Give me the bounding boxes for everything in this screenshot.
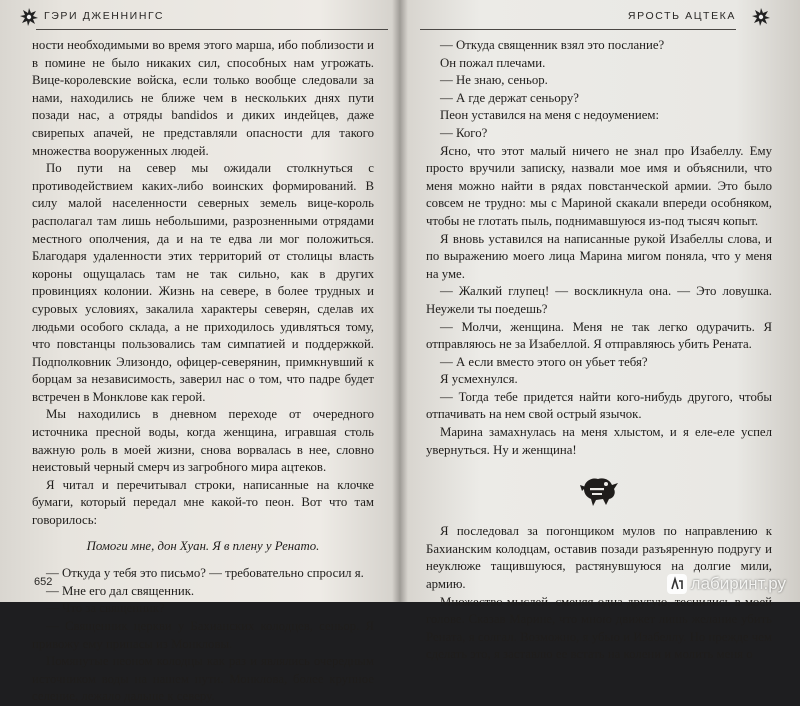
dialogue-line: — Молчи, женщина. Меня не так легко одурачить. Я отправляюсь не за Изабеллой. Я отправляюсь убить Рената. [426,319,772,352]
dialogue-line: — Откуда священник взял это послание? [440,38,665,52]
left-page [0,0,398,704]
watermark [667,574,786,594]
dialogue-line: — Мне его дал священник. [46,583,195,598]
paragraph: Мы находились в дневном переходе от очередного источника пресной воды, когда женщина, игравшая столь важную роль в моей жизни, снова ворвалась в нее, словно неистовый черный смерч из загробного мира ацтеков. [32,407,374,475]
paragraph: Я последовал за погонщиком мулов по направлению к Бахианским колодцам, оставив позади разъяренную подругу и неуклюже тащившуюся, растянувшуюся на долгие мили, армию. [426,524,772,592]
paragraph: Я вновь уставился на написанные рукой Изабеллы слова, и по выражению моего лица Марина мигом поняла, что у меня на уме. [426,231,772,281]
dialogue-line: Он пожал плечами. [440,55,546,70]
header-rule [36,29,388,30]
paragraph: ности необходимыми во время этого марша, ибо поблизости и в помине не было никаких сил, способных нам угрожать. Вице-королевские войска, если только вообще следовали за нами, находились не ближе чем в нескольких днях пути позади нас, а отряды bandidos и диких индейцев, даже свирепых апачей, не представляли опасности для такого множества вооруженных людей. [32,38,374,158]
paragraph: По пути на север мы ожидали столкнуться с противодействием каких-либо воинских формирований. В силу малой населенности северных земель вице-король располагал там лишь небольшими, разрозненными отрядами местного ополчения, да и на те едва ли мог положиться. Благодаря удаленности этих территорий от столицы власть короны ощущалась там не так сильно, как в других провинциях колонии. Жизнь на севере, в более трудных и суровых условиях, закалила характеры северян, сделав их людьми особого склада, а не приходилось удивляться тому, что повстанцы пользовались там симпатией и поддержкой. Подполковник Элизондо, офицер-северянин, примкнувший к борцам за независимость, заверил нас о том, что падре будет встречен в Монклове как герой. [32,161,374,404]
dialogue-line: — Что за священник? [46,601,165,616]
aztec-bird-icon [576,471,622,511]
paragraph: Ясно, что этот малый ничего не знал про Изабеллу. Ему просто вручили записку, назвали мое имя и объяснили, что меня можно найти в рядах повстанческой армии. Это было совсем не трудно: мы с Мариной скакали впереди особняком, чтобы не глотать пыль, поднимавшуюся из-под тысяч копыт. [426,143,772,228]
dialogue-line: — Не знаю, сеньор. [440,73,548,88]
dialogue-line: — Священник церкви у Бахианских колодцев, сеньор. Я привожу ему припасы из Монкловы. [32,619,374,651]
running-head: ЯРОСТЬ АЦТЕКА [627,10,736,22]
letter-quote: Помоги мне, дон Хуан. Я в плену у Ренато. [86,538,320,553]
dialogue-line: — Откуда у тебя это письмо? — требовательно спросил я. [46,566,364,581]
paragraph: Марина замахнулась на меня хлыстом, и я еле-еле успел увернуться. Ну и женщина! [426,425,772,457]
header-rule [420,29,736,30]
dialogue-line: Пеон уставился на меня с недоумением: [440,108,660,123]
paragraph: Я читал и перечитывал строки, написанные на клочке бумаги, который передал мне какой-то пеон. Вот что там говорилось: [32,477,374,528]
right-page [402,0,800,662]
running-head: ГЭРИ ДЖЕННИНГС [44,10,165,22]
aztec-ornament-icon [18,6,40,28]
aztec-ornament-icon [750,6,772,28]
right-page-text [426,37,772,664]
dialogue-line: — Кого? [440,125,488,140]
paragraph: Множество мыслей, сменяя одна другую, теснились в моей голове. Сказав Марине, что мною движет лишь желание убить Рената, я солгал. Возможно, я убью и Изабеллу. Но прежде чем сделать это, я заставлю ее встать на колени и молить меня о [426,594,772,662]
page-number: 652 [34,576,53,588]
dialogue-line: — А где держат сеньору? [440,90,579,105]
paragraph: Помянутые пеоном колодцы как раз и являлись очередным источником воды на нашем пути. Монклова, более крупное селение, лежало дальше к северу. [32,654,374,704]
watermark-text: лабиринт.ру [690,574,786,593]
dialogue-line: — Тогда тебе придется найти кого-нибудь другого, чтобы отпачивать на нем свой острый язычок. [426,389,772,422]
dialogue-line: Я усмехнулся. [440,372,518,387]
labirint-logo-icon [667,574,687,594]
dialogue-line: — А если вместо этого он убьет тебя? [440,354,648,369]
left-page-text [32,37,374,706]
dialogue-line: — Жалкий глупец! — воскликнула она. — Это ловушка. Неужели ты поедешь? [426,284,772,316]
section-vignette [426,459,772,523]
